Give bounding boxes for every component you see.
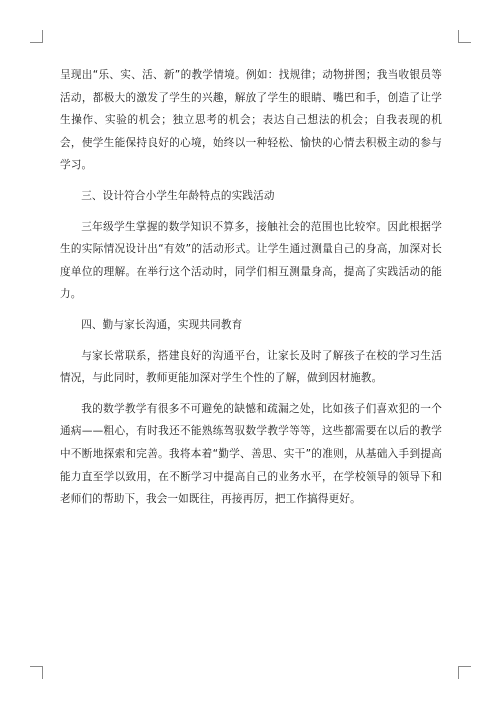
crop-mark-top-left bbox=[30, 30, 43, 43]
paragraph-parent-communication: 与家长常联系，搭建良好的沟通平台，让家长及时了解孩子在校的学习生活情况，与此同时，教师更能加深对学生个性的了解，做到因材施教。 bbox=[60, 349, 442, 385]
paragraph-activities-continued: 呈现出“乐、实、活、新”的教学情境。例如：找规律；动物拼图；我当收银员等活动，都极大的激发了学生的兴趣，解放了学生的眼睛、嘴巴和手，创造了让学生操作、实验的机会；独立思考的机会；表达自己想法的机会；自我表现的机会，使学生能保持良好的心境，始终以一种轻松、愉快的心情去积极主动的参与学习。 bbox=[60, 69, 442, 172]
paragraph-practice-activities: 三年级学生掌握的数学知识不算多，接触社会的范围也比较窄。因此根据学生的实际情况设计出“有效”的活动形式。让学生通过测量自己的身高，加深对长度单位的理解。在举行这个活动时，同学们相互测量身高，提高了实践活动的能力。 bbox=[60, 220, 442, 301]
paragraph-conclusion: 我的数学教学有很多不可避免的缺憾和疏漏之处，比如孩子们喜欢犯的一个通病——粗心，有时我还不能熟练驾驭数学教学等等，这些都需要在以后的教学中不断地探索和完善。我将本着“勤学、善思、实干”的准则，从基础入手到提高能力直至学以致用，在不断学习中提高自己的业务水平，在学校领导的领导下和老师们的帮助下，我会一如既往，再接再厉，把工作搞得更好。 bbox=[60, 402, 442, 506]
crop-mark-top-right bbox=[458, 30, 471, 43]
crop-mark-bottom-left bbox=[30, 666, 43, 679]
section-heading-3: 三、设计符合小学生年龄特点的实践活动 bbox=[81, 189, 275, 202]
section-heading-4: 四、勤与家长沟通，实现共同教育 bbox=[81, 318, 243, 331]
document-body bbox=[60, 64, 442, 519]
crop-mark-bottom-right bbox=[458, 666, 471, 679]
